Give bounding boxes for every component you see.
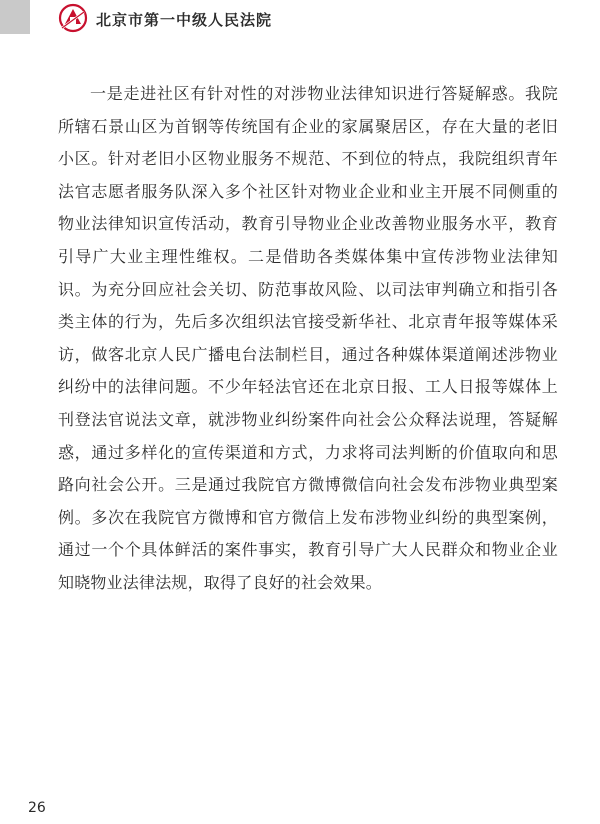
page-number: 26	[28, 800, 46, 816]
court-name: 北京市第一中级人民法院	[96, 11, 273, 29]
page-header	[0, 0, 600, 40]
court-emblem-icon	[58, 3, 88, 33]
body-paragraph: 一是走进社区有针对性的对涉物业法律知识进行答疑解惑。我院所辖石景山区为首钢等传统国有企业的家属聚居区，存在大量的老旧小区。针对老旧小区物业服务不规范、不到位的特点，我院组织青年法官志愿者服务队深入多个社区针对物业企业和业主开展不同侧重的物业法律知识宣传活动，教育引导物业企业改善物业服务水平，教育引导广大业主理性维权。二是借助各类媒体集中宣传涉物业法律知识。为充分回应社会关切、防范事故风险、以司法审判确立和指引各类主体的行为，先后多次组织法官接受新华社、北京青年报等媒体采访，做客北京人民广播电台法制栏目，通过各种媒体渠道阐述涉物业纠纷中的法律问题。不少年轻法官还在北京日报、工人日报等媒体上刊登法官说法文章，就涉物业纠纷案件向社会公众释法说理，答疑解惑，通过多样化的宣传渠道和方式，力求将司法判断的价值取向和思路向社会公开。三是通过我院官方微博微信向社会发布涉物业典型案例。多次在我院官方微博和官方微信上发布涉物业纠纷的典型案例，通过一个个具体鲜活的案件事实，教育引导广大人民群众和物业企业知晓物业法律法规，取得了良好的社会效果。	[58, 84, 558, 592]
header-gray-bar	[0, 0, 30, 34]
